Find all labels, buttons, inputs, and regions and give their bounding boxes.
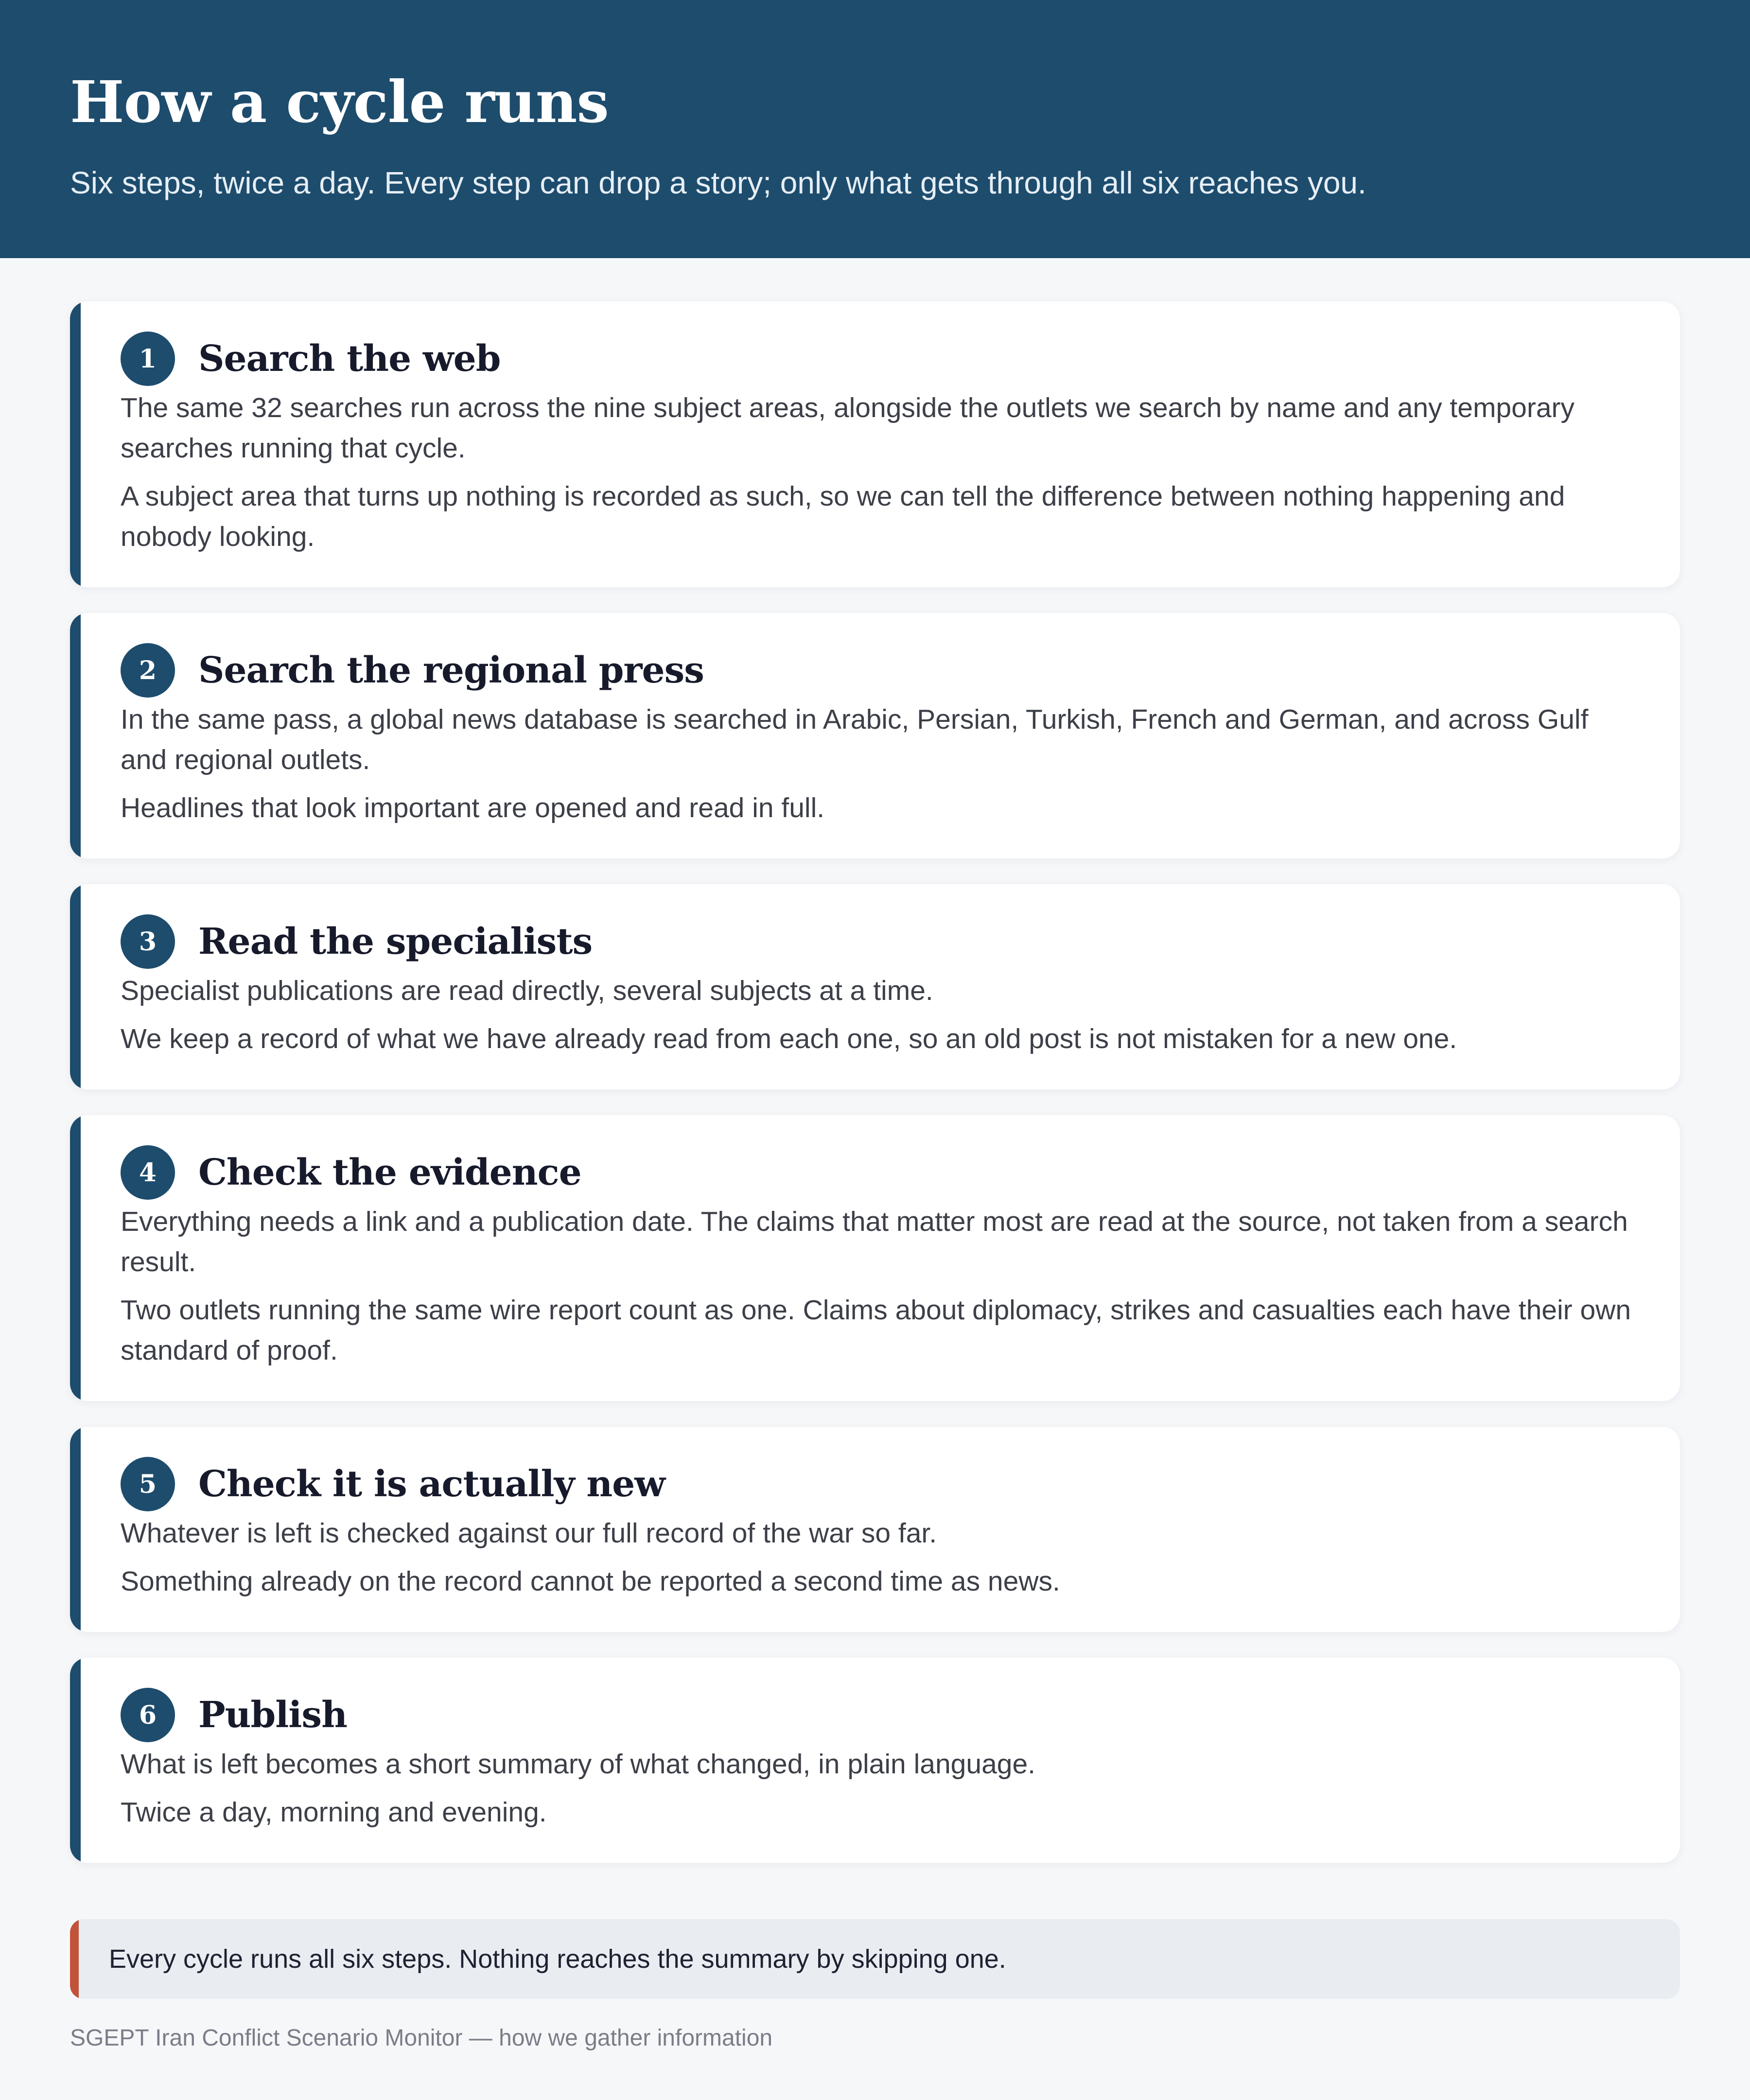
step-card-6	[70, 1658, 1680, 1863]
page-subtitle: Six steps, twice a day. Every step can drop a story; only what gets through all six reaches you.	[70, 165, 1366, 200]
step-paragraph: Two outlets running the same wire report count as one. Claims about diplomacy, strikes and casualties each have their own standard of proof.	[121, 1295, 1631, 1366]
step-paragraph: The same 32 searches run across the nine subject areas, alongside the outlets we search by name and any temporary searches running that cycle.	[121, 392, 1575, 464]
step-paragraph: Headlines that look important are opened and read in full.	[121, 792, 825, 823]
step-paragraph: A subject area that turns up nothing is recorded as such, so we can tell the difference between nothing happening and nobody looking.	[121, 481, 1565, 552]
step-number-badge: 4	[121, 1145, 175, 1200]
step-number-badge: 5	[121, 1457, 175, 1511]
step-paragraph: Specialist publications are read directly, several subjects at a time.	[121, 975, 933, 1006]
callout-note	[70, 1919, 1680, 1999]
page-title: How a cycle runs	[70, 68, 609, 136]
step-card-1	[70, 301, 1680, 587]
step-title: Publish	[198, 1694, 347, 1736]
step-paragraph: In the same pass, a global news database is searched in Arabic, Persian, Turkish, French and German, and across Gulf and regional outlets.	[121, 704, 1589, 775]
step-title: Search the regional press	[198, 649, 704, 691]
step-card-4	[70, 1115, 1680, 1401]
step-paragraph: Something already on the record cannot be reported a second time as news.	[121, 1566, 1060, 1597]
step-title: Search the web	[198, 338, 501, 380]
step-paragraph: Whatever is left is checked against our full record of the war so far.	[121, 1518, 937, 1549]
callout-note-text: Every cycle runs all six steps. Nothing reaches the summary by skipping one.	[109, 1944, 1006, 1974]
step-title: Check it is actually new	[198, 1463, 665, 1505]
step-paragraph: We keep a record of what we have already read from each one, so an old post is not mistaken for a new one.	[121, 1023, 1457, 1054]
step-number-badge: 2	[121, 643, 175, 698]
step-number-badge: 1	[121, 332, 175, 386]
step-card-5	[70, 1427, 1680, 1632]
step-card-3	[70, 884, 1680, 1089]
step-title: Read the specialists	[198, 921, 593, 962]
step-paragraph: Everything needs a link and a publication date. The claims that matter most are read at the source, not taken from a search result.	[121, 1206, 1628, 1278]
step-paragraph: Twice a day, morning and evening.	[121, 1797, 547, 1828]
step-paragraph: What is left becomes a short summary of what changed, in plain language.	[121, 1749, 1036, 1780]
step-card-2	[70, 613, 1680, 858]
page-footer: SGEPT Iran Conflict Scenario Monitor — how we gather information	[70, 2025, 773, 2051]
page-header	[0, 0, 1750, 258]
step-number-badge: 6	[121, 1688, 175, 1742]
steps-list	[70, 301, 1680, 1889]
step-title: Check the evidence	[198, 1152, 581, 1193]
step-number-badge: 3	[121, 914, 175, 969]
